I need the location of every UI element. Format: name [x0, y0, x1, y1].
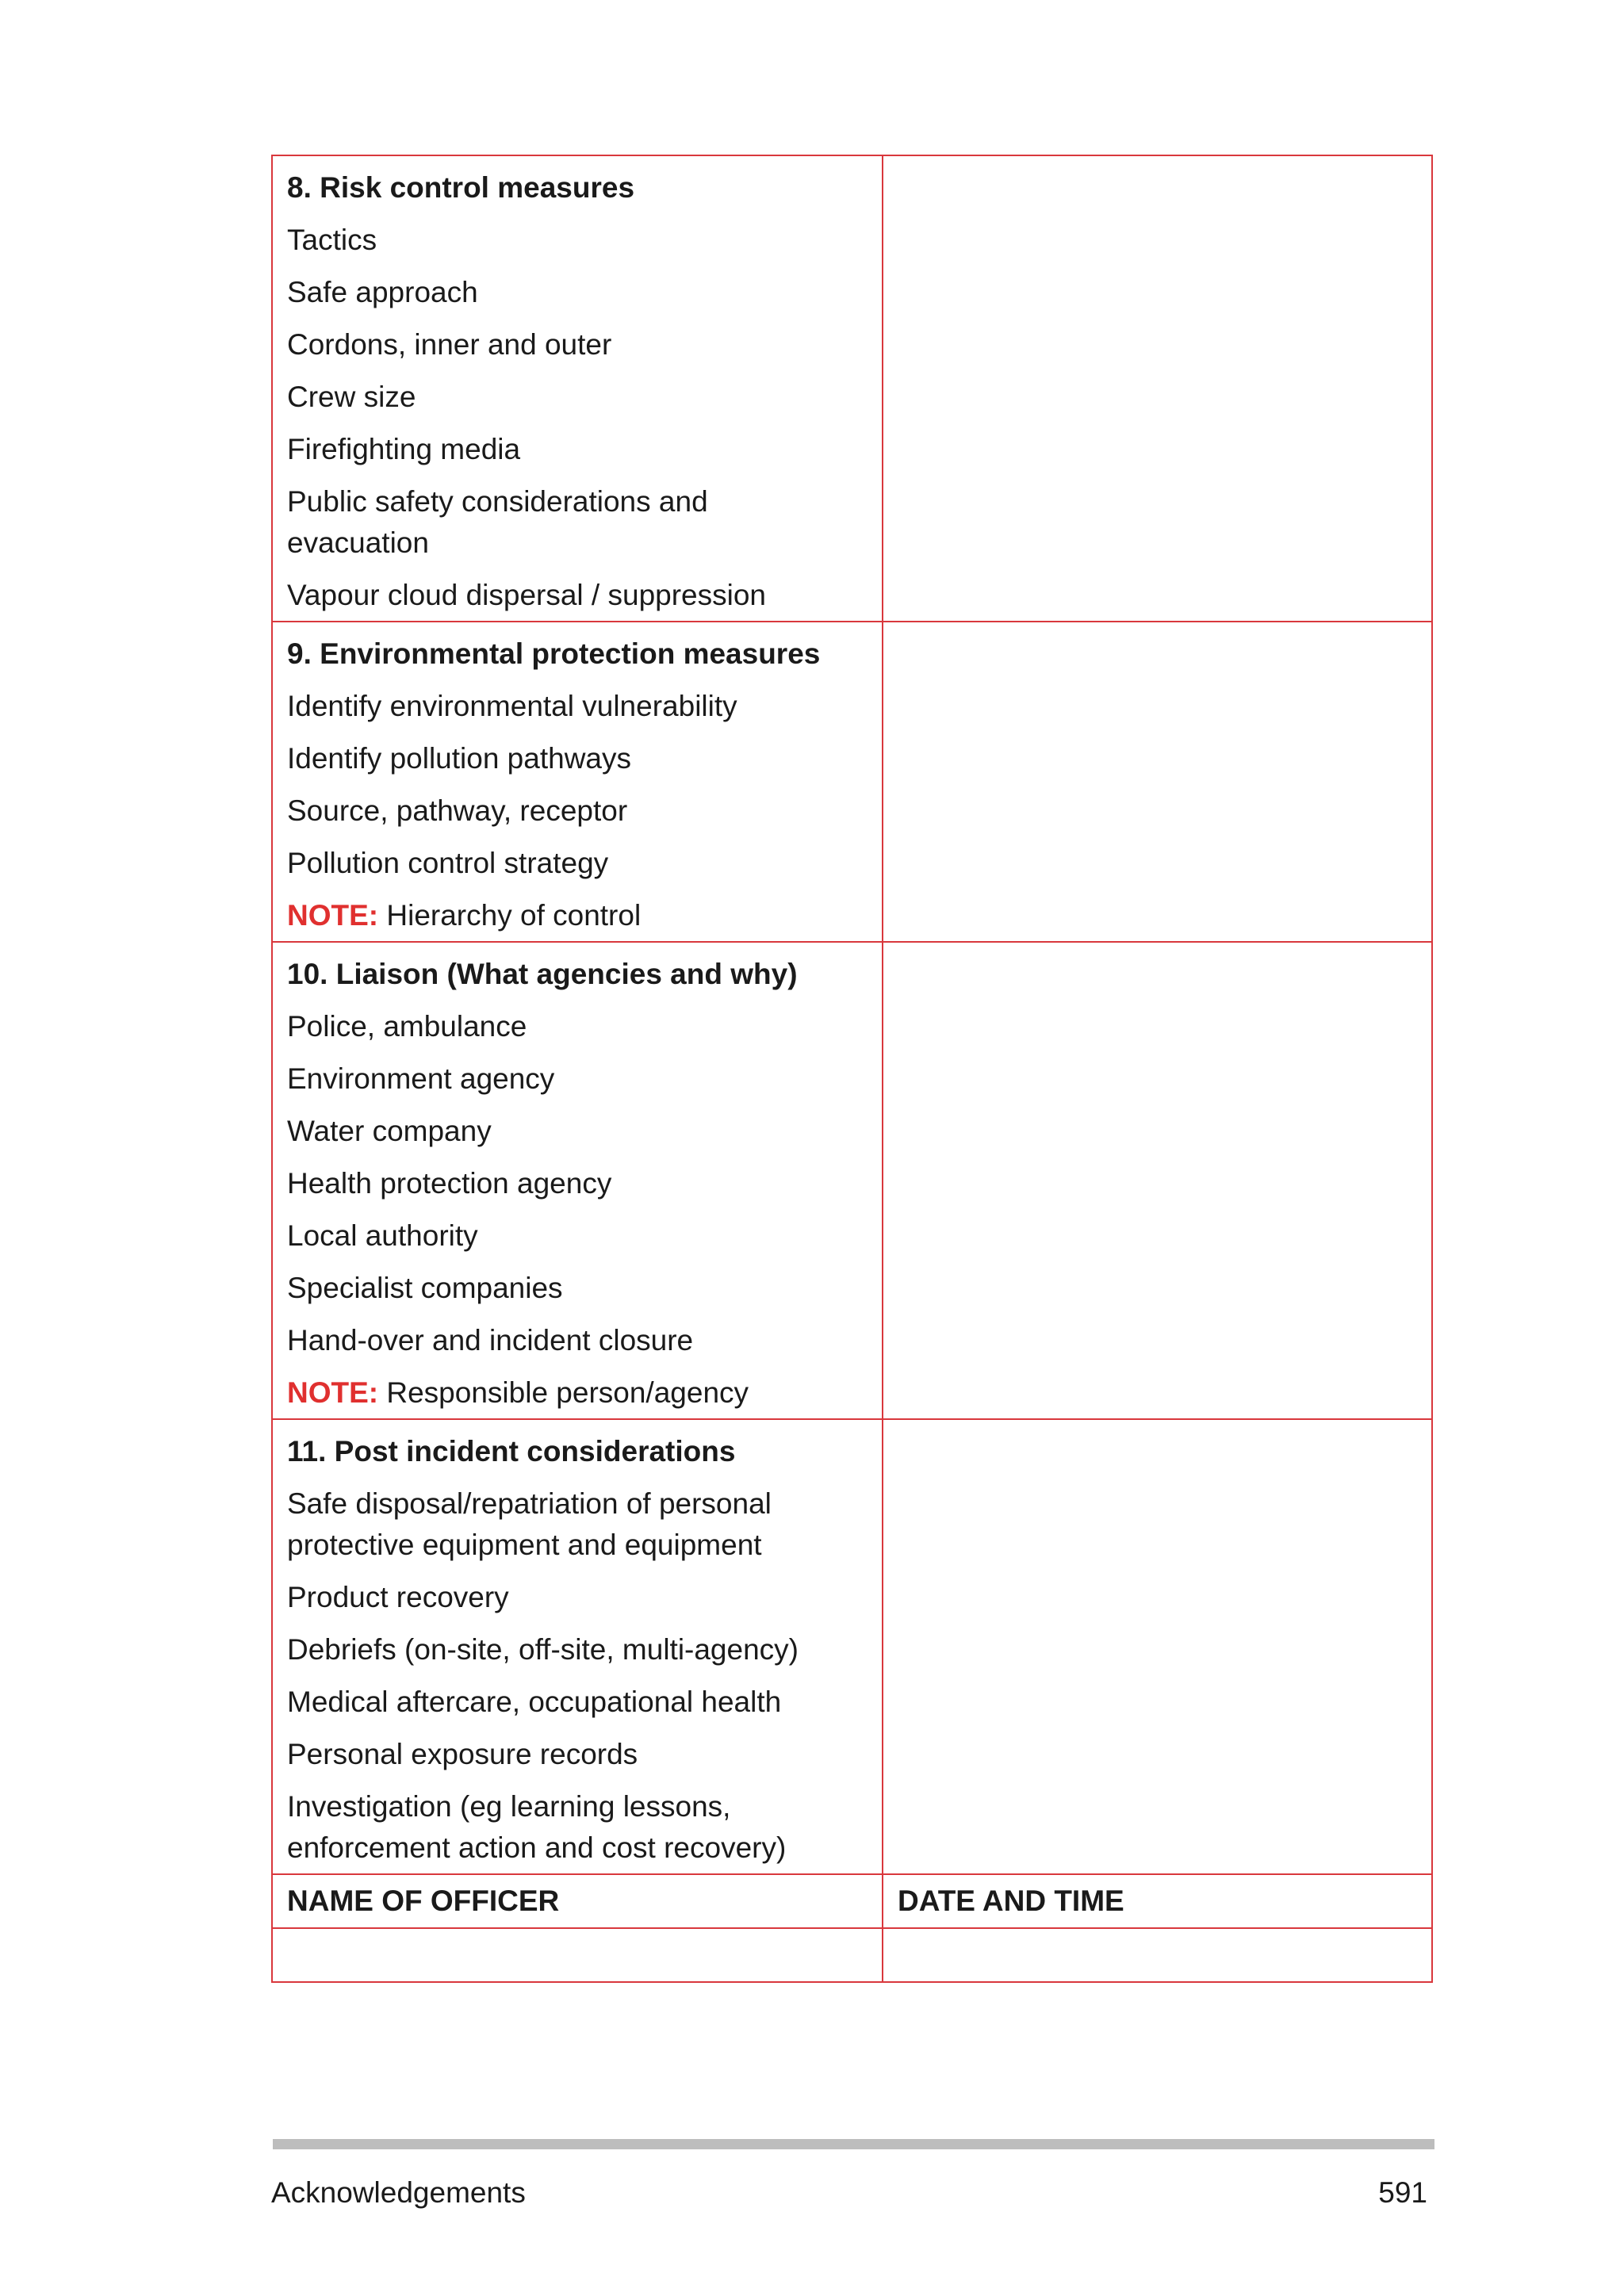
section-item: Water company	[287, 1115, 492, 1147]
signature-header-row	[272, 1874, 1432, 1928]
date-time-field[interactable]	[883, 1928, 1432, 1982]
section-item: Safe disposal/repatriation of personal protective equipment and equipment	[287, 1487, 772, 1561]
section-11-response-field[interactable]	[883, 1419, 1432, 1874]
footer-divider	[273, 2139, 1434, 2149]
section-item: Police, ambulance	[287, 1010, 527, 1043]
section-item: Crew size	[287, 381, 416, 413]
section-8-response-field[interactable]	[883, 155, 1432, 622]
note-text: Hierarchy of control	[378, 899, 642, 932]
page-number: 591	[1378, 2176, 1427, 2209]
section-9-response-field[interactable]	[883, 622, 1432, 942]
section-10-response-field[interactable]	[883, 942, 1432, 1419]
date-and-time-header: DATE AND TIME	[883, 1874, 1432, 1928]
section-8-prompts	[272, 155, 883, 622]
footer-section-name: Acknowledgements	[271, 2176, 526, 2209]
note-text: Responsible person/agency	[378, 1376, 749, 1409]
section-item: Local authority	[287, 1219, 478, 1252]
section-item: Pollution control strategy	[287, 847, 609, 879]
section-row-8	[272, 155, 1432, 622]
section-item: Health protection agency	[287, 1167, 612, 1200]
section-item: Safe approach	[287, 276, 478, 308]
section-title: 8. Risk control measures	[287, 171, 635, 204]
name-of-officer-header: NAME OF OFFICER	[272, 1874, 883, 1928]
section-title: 9. Environmental protection measures	[287, 637, 821, 670]
section-item: Source, pathway, receptor	[287, 794, 628, 827]
section-item: Medical aftercare, occupational health	[287, 1686, 782, 1718]
note-label: NOTE:	[287, 899, 379, 932]
section-item: Debriefs (on-site, off-site, multi-agency)	[287, 1633, 799, 1666]
section-item: Firefighting media	[287, 433, 521, 465]
section-row-11	[272, 1419, 1432, 1874]
risk-assessment-form-table	[271, 155, 1433, 1983]
section-row-10	[272, 942, 1432, 1419]
section-item: Tactics	[287, 224, 377, 256]
section-title: 10. Liaison (What agencies and why)	[287, 958, 798, 990]
section-item: Environment agency	[287, 1062, 555, 1095]
section-10-prompts	[272, 942, 883, 1419]
note-line	[287, 1372, 868, 1414]
officer-name-field[interactable]	[272, 1928, 883, 1982]
section-item: Vapour cloud dispersal / suppression	[287, 579, 766, 611]
section-item: Cordons, inner and outer	[287, 328, 612, 361]
note-label: NOTE:	[287, 1376, 379, 1409]
section-item: Product recovery	[287, 1581, 509, 1613]
section-item: Identify environmental vulnerability	[287, 690, 737, 722]
section-item: Identify pollution pathways	[287, 742, 631, 775]
section-11-prompts	[272, 1419, 883, 1874]
note-line	[287, 895, 868, 936]
section-item: Investigation (eg learning lessons, enforcement action and cost recovery)	[287, 1790, 787, 1864]
signature-entry-row	[272, 1928, 1432, 1982]
section-9-prompts	[272, 622, 883, 942]
section-row-9	[272, 622, 1432, 942]
section-item: Personal exposure records	[287, 1738, 638, 1770]
section-item: Public safety considerations and evacuation	[287, 485, 708, 559]
section-item: Specialist companies	[287, 1272, 563, 1304]
section-title: 11. Post incident considerations	[287, 1435, 736, 1468]
section-item: Hand-over and incident closure	[287, 1324, 694, 1357]
